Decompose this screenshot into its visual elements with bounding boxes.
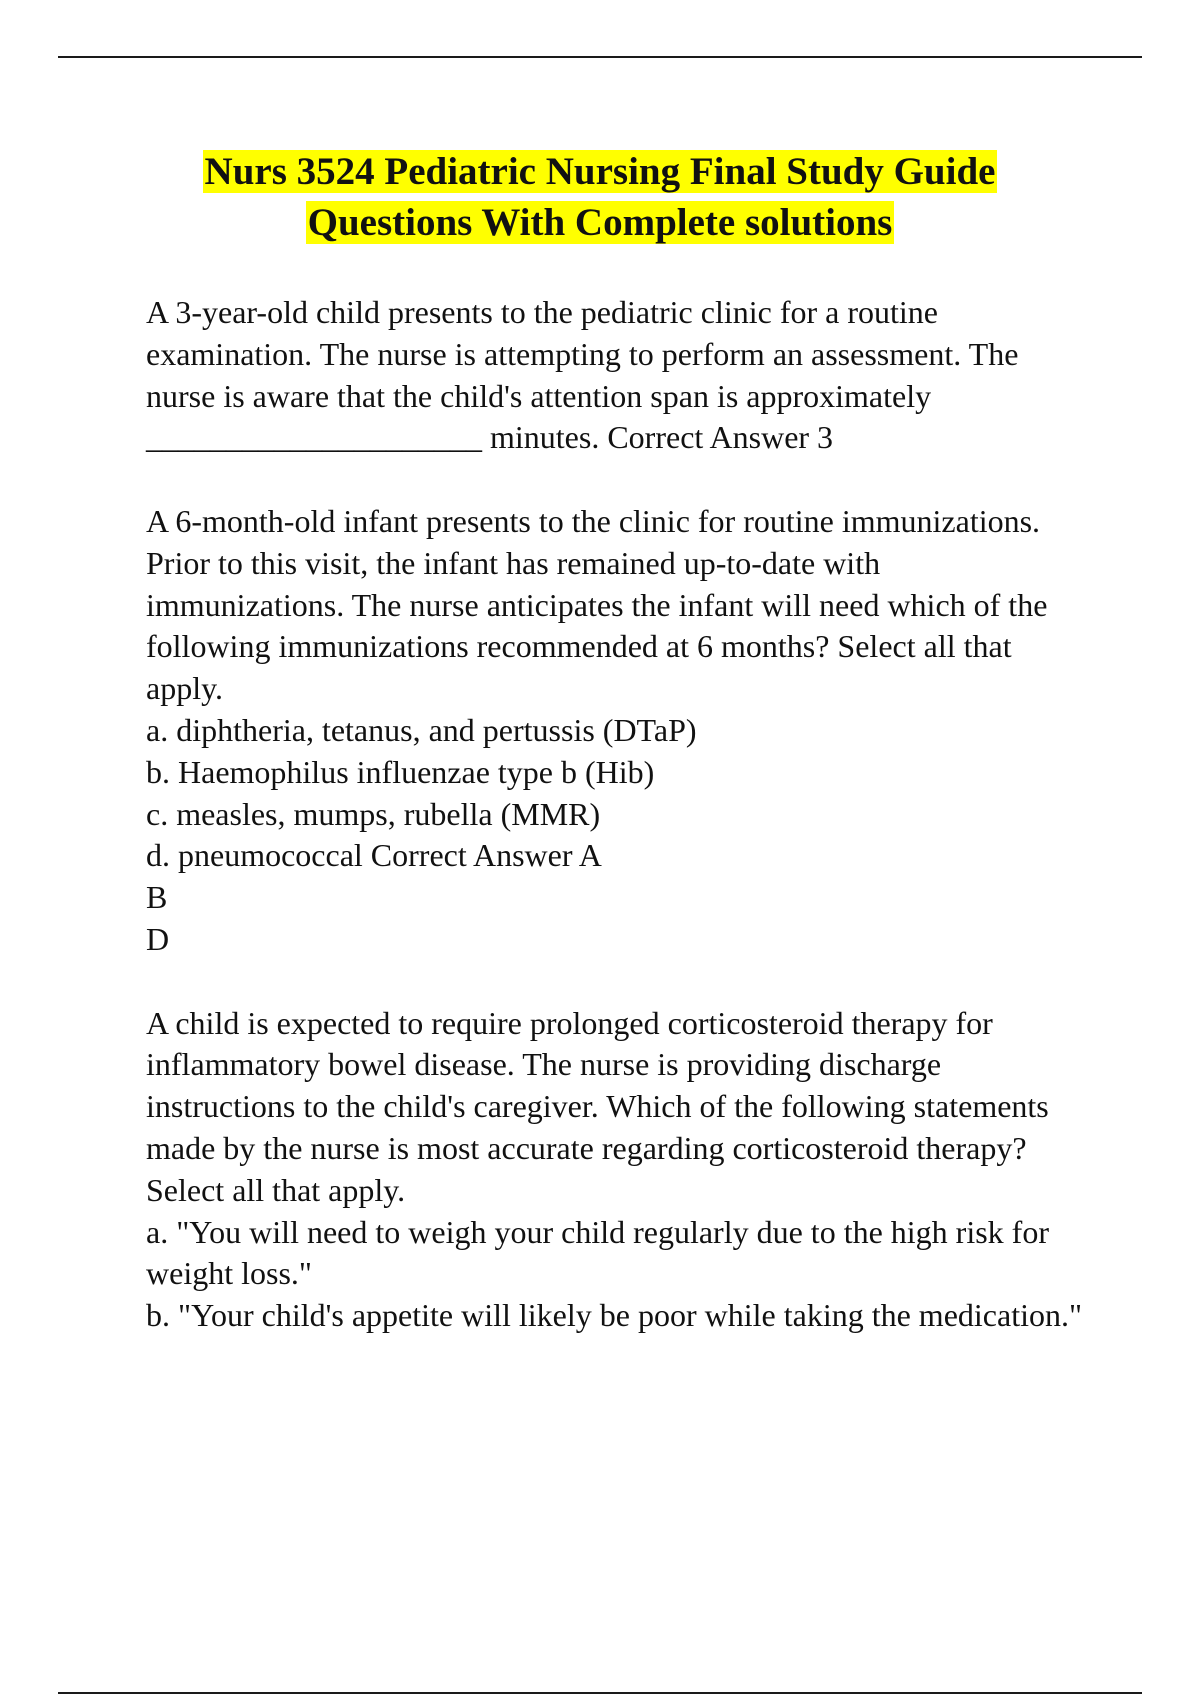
question-2 — [146, 501, 1086, 961]
answer-continuation: B — [146, 879, 168, 916]
title-line-2: Questions With Complete solutions — [307, 201, 893, 244]
question-stem: A 6-month-old infant presents to the clinic for routine immunizations. Prior to this visit, the infant has remained up-to-date with immunizations. The nurse anticipates the infant will need which of the following immunizations recommended at 6 months? Select all that apply. — [146, 502, 1048, 707]
title-line-1: Nurs 3524 Pediatric Nursing Final Study Guide — [204, 150, 996, 193]
document-body — [146, 292, 1086, 1379]
top-rule — [58, 56, 1142, 58]
question-stem: A child is expected to require prolonged corticosteroid therapy for inflammatory bowel disease. The nurse is providing discharge instructions to the child's caregiver. Which of the following statements made by the nurse is most accurate regarding corticosteroid therapy? Select all that apply. — [146, 1004, 1049, 1208]
question-1 — [146, 292, 1086, 459]
answer-option: b. Haemophilus influenzae type b (Hib) — [146, 753, 655, 790]
answer-option: d. pneumococcal Correct Answer A — [146, 837, 602, 874]
answer-option: b. "Your child's appetite will likely be poor while taking the medication." — [146, 1297, 1083, 1334]
document-title — [60, 146, 1140, 248]
answer-option: a. "You will need to weigh your child regularly due to the high risk for weight loss." — [146, 1213, 1049, 1292]
question-3 — [146, 1003, 1086, 1337]
question-stem: A 3-year-old child presents to the pediatric clinic for a routine examination. The nurse is attempting to perform an assessment. The nurse is aware that the child's attention span is approximately _____________________ minutes. Correct Answer 3 — [146, 294, 1019, 456]
answer-option: c. measles, mumps, rubella (MMR) — [146, 795, 601, 832]
answer-option: a. diphtheria, tetanus, and pertussis (DTaP) — [146, 711, 697, 748]
answer-continuation: D — [146, 920, 170, 957]
bottom-rule — [58, 1692, 1142, 1694]
